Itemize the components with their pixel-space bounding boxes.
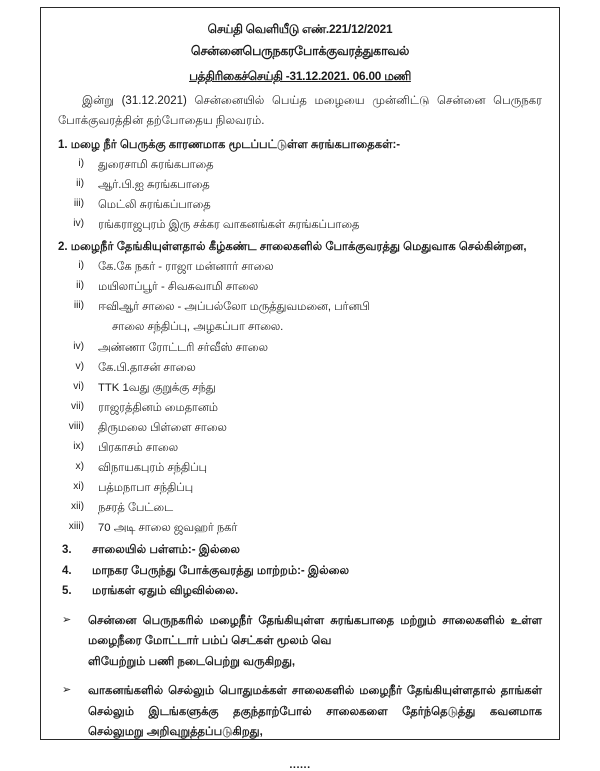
numbered-item-text: மாநகர பேருந்து போக்குவரத்து மாற்றம்:- இல்லை [92,564,350,577]
list-item [58,518,542,538]
press-note-heading: பத்திரிகைச்செய்தி -31.12.2021. 06.00 மணி [189,69,411,83]
list-marker: i) [78,158,84,170]
list-item [58,297,542,317]
list-text: பத்மநாபா சந்திப்பு [98,482,194,495]
bullet-paragraph-text: சென்னை பெருநகரில் மழைநீர் தேங்கியுள்ள சுரங்கபாதை மற்றும் சாலைகளில் உள்ள மழைநீரை மோட்டார் பம்ப் செட்கள் மூலம் வெ [88,614,542,648]
list-text: ரங்கராஜபுரம் இரு சக்கர வாகனங்கள் சுரங்கப்பாதை [98,219,360,232]
numbered-item [58,540,542,560]
arrow-bullet-icon: ➢ [62,613,72,626]
list-marker: iv) [73,340,84,352]
numbered-item-text: மரங்கள் ஏதும் விழவில்லை. [92,585,239,598]
list-marker: iv) [73,218,84,230]
bullet-paragraph-tail: ளியேற்றும் பணி நடைபெற்று வருகிறது, [88,655,296,668]
list-item [58,257,542,277]
list-item [58,155,542,175]
list-marker: v) [75,360,84,372]
list-text: கே.கே நகர் - ராஜா மன்னார் சாலை [98,261,274,274]
bullet-paragraph-body [88,681,542,742]
intro-paragraph: இன்று (31.12.2021) சென்னையில் பெய்த மழையை முன்னிட்டு சென்னை பெருநகர போக்குவரத்தின் தற்போதைய நிலவரம். [58,95,542,127]
list-marker: xii) [70,501,84,513]
list-item [58,398,542,418]
list-item [58,378,542,398]
list-text: ஆர்.பி.ஐ சுரங்கபாதை [98,179,210,192]
list-text: நசரத் பேட்டை [98,502,173,515]
list-marker: ii) [76,280,84,292]
arrow-bullet-icon: ➢ [62,684,72,697]
list-text: ஈவிஆர் சாலை - அப்பல்லோ மருத்துவமனை, பர்னபி [98,301,370,314]
list-marker: iii) [73,198,84,210]
numbered-item [58,581,542,601]
list-text: துரைசாமி சுரங்கபாதை [98,159,214,172]
list-text: அண்ணா ரோட்டரி சர்வீஸ் சாலை [98,341,268,354]
bullet-paragraph-text: வாகனங்களில் செல்லும் பொதுமக்கள் சாலைகளில் மழைநீர் தேங்கியுள்ளதால் தாங்கள் செல்லும் இடங்களுக்கு தகுந்தாற்போல் சாலைகளை தேர்ந்தெடுத்து கவனமாக செல்லுமறு அறிவுறுத்தப்படுகிறது, [88,685,542,739]
document-page [40,7,560,771]
end-of-document-mark: ...... [289,758,311,771]
list-item [58,418,542,438]
list-item [58,478,542,498]
numbered-item-marker: 3. [62,544,72,557]
list-text: 70 அடி சாலை ஜவஹர் நகர் [98,522,238,535]
section-2-list [58,257,542,538]
section-1-list [58,155,542,235]
list-marker: vi) [73,380,84,392]
list-text: கே.பி.தாசன் சாலை [98,361,196,374]
bullet-paragraph [58,611,542,652]
list-item [58,215,542,235]
section-1-heading: 1. மழை நீர் பெருக்கு காரணமாக மூடப்பட்டுள்ள சுரங்கபாதைகள்:- [58,138,401,151]
list-marker: xiii) [68,521,84,533]
list-item [58,458,542,478]
document-body [41,8,559,771]
list-marker: ix) [73,441,84,452]
numbered-item-marker: 4. [62,564,72,577]
numbered-item-text: சாலையில் பள்ளம்:- இல்லை [92,544,240,557]
list-item [58,438,542,458]
bullet-paragraph-body [88,611,542,652]
list-text: திருமலை பிள்ளை சாலை [98,421,227,434]
list-marker: ii) [76,178,84,190]
section-2-heading: 2. மழைநீர் தேங்கியுள்ளதால் கீழ்கண்ட சாலைகளில் போக்குவரத்து மெதுவாக செல்கின்றன, [58,240,527,253]
list-item [58,175,542,195]
numbered-items-group [58,540,542,601]
list-item [58,338,542,358]
list-text: மயிலாப்பூர் - சிவசுவாமி சாலை [98,281,259,294]
list-marker: i) [78,260,84,272]
list-marker: viii) [68,420,84,432]
list-text: மெட்லி சுரங்கப்பாதை [98,199,211,212]
bullet-paragraph [58,681,542,742]
numbered-item [58,561,542,581]
list-marker: vii) [70,400,84,412]
list-marker: x) [75,461,84,473]
release-number-heading: செய்தி வெளியீடு எண்.221/12/2021 [207,22,393,36]
list-item [58,498,542,518]
list-item [58,195,542,215]
list-text: விநாயகபுரம் சந்திப்பு [98,462,207,475]
list-item-continuation: சாலை சந்திப்பு, அழகப்பா சாலை. [112,321,284,334]
numbered-item-marker: 5. [62,585,72,598]
list-item [58,277,542,297]
list-marker: xi) [73,481,84,493]
list-text: TTK 1வது குறுக்கு சந்து [98,381,216,394]
department-heading: சென்னைபெருநகரபோக்குவரத்துகாவல் [190,44,410,58]
list-marker: iii) [73,300,84,312]
list-text: ராஜரத்தினம் மைதானம் [98,401,218,414]
list-text: பிரகாசம் சாலை [98,442,178,454]
list-item [58,358,542,378]
